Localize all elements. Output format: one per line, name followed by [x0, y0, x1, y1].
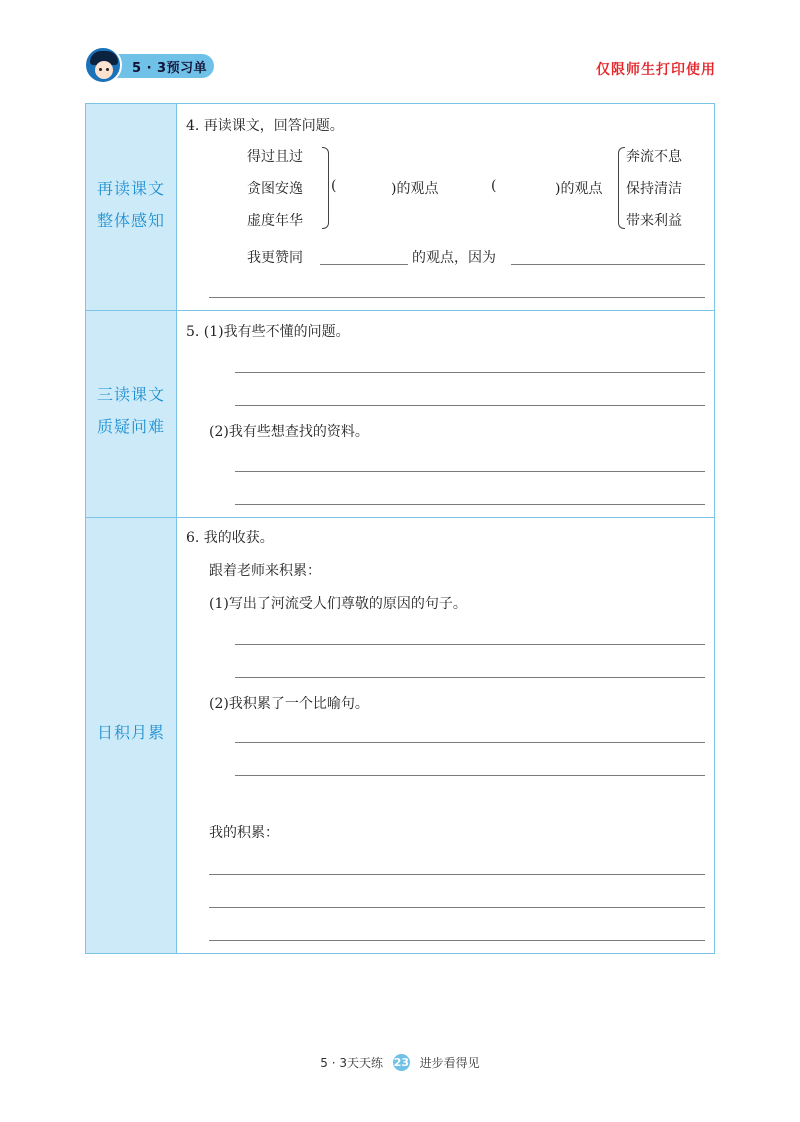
agree-prefix: 我更赞同: [247, 250, 303, 266]
footer-slogan: 进步看得见: [419, 1056, 480, 1070]
answer-blank[interactable]: [511, 264, 705, 265]
answer-line[interactable]: [235, 504, 705, 505]
my-accumulation-label: 我的积累：: [209, 825, 279, 841]
right-brace-icon: [322, 147, 329, 229]
question-5-prompt: 5. (1)我有些不懂的问题。: [186, 324, 350, 340]
left-word: 得过且过: [247, 149, 303, 165]
right-word: 带来利益: [626, 213, 682, 229]
brand-label: 5 · 3预习单: [132, 61, 208, 76]
left-view-open: (: [331, 178, 337, 194]
left-brace-icon: [618, 147, 625, 229]
category-label: 日积月累: [96, 723, 165, 742]
question-4-prompt: 4. 再读课文，回答问题。: [186, 118, 344, 134]
left-view-label: )的观点: [391, 181, 439, 197]
answer-line[interactable]: [235, 372, 705, 373]
question-6-prompt: 6. 我的收获。: [186, 530, 274, 546]
category-label: 整体感知: [96, 211, 165, 230]
worksheet-table: [85, 103, 715, 954]
answer-line[interactable]: [235, 775, 705, 776]
boy-avatar-icon: [84, 46, 122, 84]
page-number: 23: [393, 1056, 409, 1069]
category-label: 三读课文: [96, 385, 165, 404]
page-footer: [0, 1054, 800, 1071]
section-divider: [85, 310, 715, 311]
question-6-sub2: (2)我积累了一个比喻句。: [209, 696, 369, 712]
answer-line[interactable]: [235, 405, 705, 406]
right-view-label: )的观点: [555, 181, 603, 197]
question-6-sub1: (1)写出了河流受人们尊敬的原因的句子。: [209, 596, 467, 612]
answer-line[interactable]: [209, 940, 705, 941]
answer-line[interactable]: [235, 677, 705, 678]
answer-line[interactable]: [209, 874, 705, 875]
answer-line[interactable]: [209, 297, 705, 298]
left-word: 虚度年华: [247, 213, 303, 229]
category-label: 再读课文: [96, 179, 165, 198]
answer-line[interactable]: [235, 644, 705, 645]
category-reread-2: [85, 379, 177, 443]
footer-series: 5 · 3天天练: [320, 1056, 384, 1070]
brand-logo: [84, 46, 216, 86]
agree-reason-label: 的观点，因为: [412, 250, 496, 266]
answer-blank[interactable]: [320, 264, 408, 265]
question-5-sub2: (2)我有些想查找的资料。: [209, 424, 369, 440]
answer-line[interactable]: [235, 471, 705, 472]
left-word: 贪图安逸: [247, 181, 303, 197]
section-divider: [85, 517, 715, 518]
print-restriction-notice: 仅限师生打印使用: [596, 62, 716, 78]
answer-line[interactable]: [235, 742, 705, 743]
answer-line[interactable]: [209, 907, 705, 908]
question-6-intro: 跟着老师来积累：: [209, 563, 321, 579]
category-accumulate: [85, 717, 177, 749]
category-label: 质疑问难: [96, 417, 165, 436]
right-word: 保持清洁: [626, 181, 682, 197]
right-view-open: (: [491, 178, 497, 194]
category-reread-1: [85, 173, 177, 237]
right-word: 奔流不息: [626, 149, 682, 165]
